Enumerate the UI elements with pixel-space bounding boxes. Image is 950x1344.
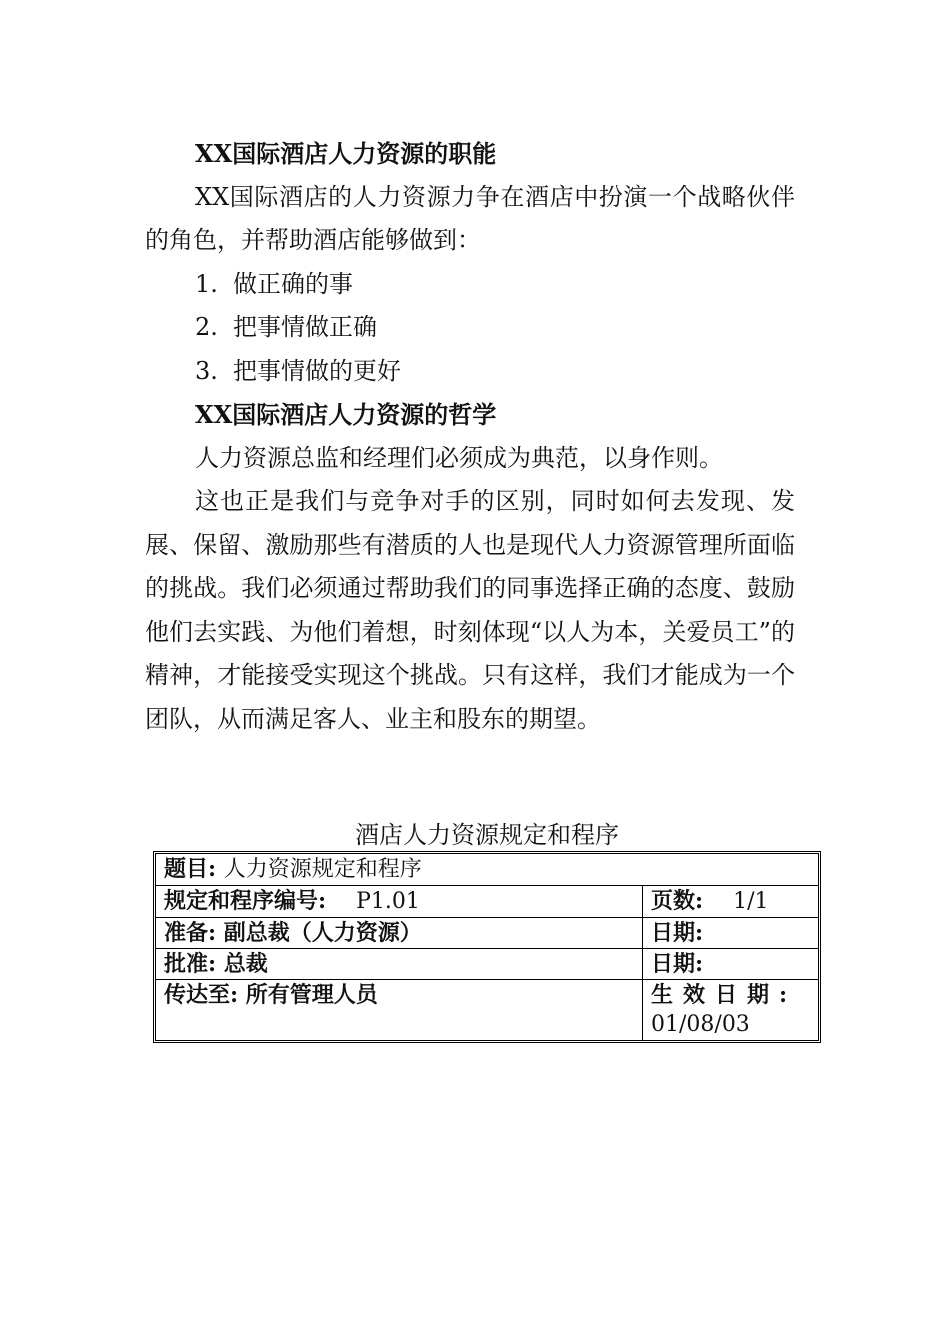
document-body bbox=[145, 132, 795, 741]
subject-value: 人力资源规定和程序 bbox=[223, 857, 422, 882]
procedure-header-table bbox=[153, 851, 821, 1043]
section-heading-philosophy: XX国际酒店人力资源的哲学 bbox=[195, 400, 497, 429]
table-row bbox=[156, 949, 818, 980]
list-number: 1. bbox=[195, 269, 218, 298]
pages-value: 1/1 bbox=[733, 889, 769, 914]
list-item bbox=[145, 263, 795, 307]
code-cell bbox=[156, 886, 643, 917]
pages-label: 页数: bbox=[651, 888, 704, 914]
prepared-label: 准备: bbox=[164, 920, 217, 946]
table-row bbox=[156, 854, 818, 886]
code-label: 规定和程序编号: bbox=[164, 888, 327, 914]
approved-cell bbox=[156, 949, 643, 979]
distribute-value: 所有管理人员 bbox=[245, 982, 378, 1008]
effective-date-value: 01/08/03 bbox=[651, 1012, 750, 1037]
effective-date-label: 生效日期: bbox=[651, 982, 798, 1008]
subject-label: 题目: bbox=[164, 856, 217, 882]
table-row bbox=[156, 886, 818, 918]
list-text: 把事情做正确 bbox=[233, 313, 377, 341]
distribute-cell bbox=[156, 980, 643, 1040]
list-item bbox=[145, 350, 795, 394]
approved-value: 总裁 bbox=[223, 951, 268, 977]
date-cell-1 bbox=[643, 918, 818, 948]
list-number: 3. bbox=[195, 356, 218, 385]
effective-date-cell bbox=[643, 980, 818, 1040]
table-caption: 酒店人力资源规定和程序 bbox=[355, 821, 619, 849]
list-number: 2. bbox=[195, 313, 218, 341]
list-item bbox=[145, 306, 795, 350]
intro-paragraph: XX国际酒店的人力资源力争在酒店中扮演一个战略伙伴的角色，并帮助酒店能够做到： bbox=[145, 182, 795, 254]
philosophy-paragraph-1: 人力资源总监和经理们必须成为典范，以身作则。 bbox=[195, 443, 723, 472]
code-value: P1.01 bbox=[356, 889, 420, 914]
table-row bbox=[156, 918, 818, 949]
subject-cell bbox=[156, 854, 818, 885]
pages-cell bbox=[643, 886, 818, 917]
table-row bbox=[156, 980, 818, 1040]
prepared-value: 副总裁（人力资源） bbox=[223, 920, 422, 946]
date-label: 日期: bbox=[651, 951, 704, 977]
philosophy-paragraph-2: 这也正是我们与竞争对手的区别，同时如何去发现、发展、保留、激励那些有潜质的人也是现代人力资源管理所面临的挑战。我们必须通过帮助我们的同事选择正确的态度、鼓励他们去实践、为他们着想，时刻体现“以人为本，关爱员工”的精神，才能接受实现这个挑战。只有这样，我们才能成为一个团队，从而满足客人、业主和股东的期望。 bbox=[145, 487, 795, 733]
distribute-label: 传达至: bbox=[164, 982, 239, 1008]
date-label: 日期: bbox=[651, 920, 704, 946]
approved-label: 批准: bbox=[164, 951, 217, 977]
list-text: 把事情做的更好 bbox=[233, 356, 401, 385]
section-heading-functions: XX国际酒店人力资源的职能 bbox=[195, 139, 497, 168]
date-cell-2 bbox=[643, 949, 818, 979]
prepared-cell bbox=[156, 918, 643, 948]
list-text: 做正确的事 bbox=[233, 269, 353, 298]
